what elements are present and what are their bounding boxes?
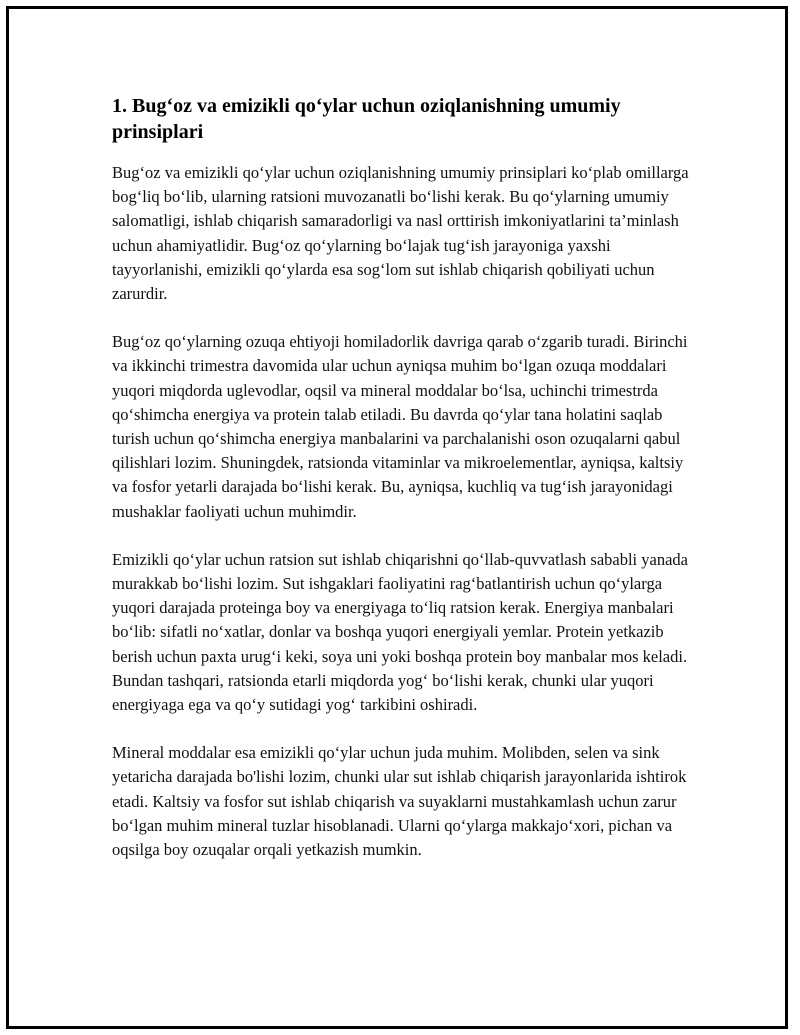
paragraph-4: Mineral moddalar esa emizikli qo‘ylar uchun juda muhim. Molibden, selen va sink yetaricha darajada bo'lishi lozim, chunki ular sut ishlab chiqarish jarayonlarida ishtirok etadi. Kaltsiy va fosfor sut ishlab chiqarish va suyaklarni mustahkamlash uchun zarur bo‘lgan muhim mineral tuzlar hisoblanadi. Ularni qo‘ylarga makkajo‘xori, pichan va oqsilga boy ozuqalar orqali yetkazish mumkin. xyxy=(112,743,687,860)
document-body xyxy=(112,93,692,886)
paragraph-2: Bug‘oz qo‘ylarning ozuqa ehtiyoji homiladorlik davriga qarab o‘zgarib turadi. Birinchi va ikkinchi trimestra davomida ular uchun ayniqsa muhim bo‘lgan ozuqa moddalari yuqori miqdorda uglevodlar, oqsil va mineral moddalar bo‘lsa, uchinchi trimestrda qo‘shimcha energiya va protein talab etiladi. Bu davrda qo‘ylar tana holatini saqlab turish uchun qo‘shimcha energiya manbalarini va parchalanishi oson ozuqalarni qabul qilishlari lozim. Shuningdek, ratsionda vitaminlar va mikroelementlar, ayniqsa, kaltsiy va fosfor yetarli darajada bo‘lishi kerak. Bu, ayniqsa, kuchliq va tug‘ish jarayonidagi mushaklar faoliyati uchun muhimdir. xyxy=(112,332,688,521)
paragraph-3: Emizikli qo‘ylar uchun ratsion sut ishlab chiqarishni qo‘llab-quvvatlash sababli yanada murakkab bo‘lishi lozim. Sut ishgaklari faoliyatini rag‘batlantirish uchun qo‘ylarga yuqori darajada proteinga boy va energiyaga to‘liq ratsion kerak. Energiya manbalari bo‘lib: sifatli no‘xatlar, donlar va boshqa yuqori energiyali yemlar. Protein yetkazib berish uchun paxta urug‘i keki, soya uni yoki boshqa protein boy manbalar mos keladi. Bundan tashqari, ratsionda etarli miqdorda yog‘ bo‘lishi kerak, chunki ular yuqori energiyaga ega va qo‘y sutidagi yog‘ tarkibini oshiradi. xyxy=(112,549,688,715)
paragraph-1: Bug‘oz va emizikli qo‘ylar uchun oziqlanishning umumiy prinsiplari ko‘plab omillarga bog‘liq bo‘lib, ularning ratsioni muvozanatli bo‘lishi kerak. Bu qo‘ylarning umumiy salomatligi, ishlab chiqarish samaradorligi va nasl orttirish imkoniyatlarini ta’minlash uchun ahamiyatlidir. Bug‘oz qo‘ylarning bo‘lajak tug‘ish jarayoniga yaxshi tayyorlanishi, emizikli qo‘ylarda esa sog‘lom sut ishlab chiqarish qobiliyati uchun zarurdir. xyxy=(112,163,689,304)
section-heading: 1. Bug‘oz va emizikli qo‘ylar uchun oziqlanishning umumiy prinsiplari xyxy=(112,95,621,143)
